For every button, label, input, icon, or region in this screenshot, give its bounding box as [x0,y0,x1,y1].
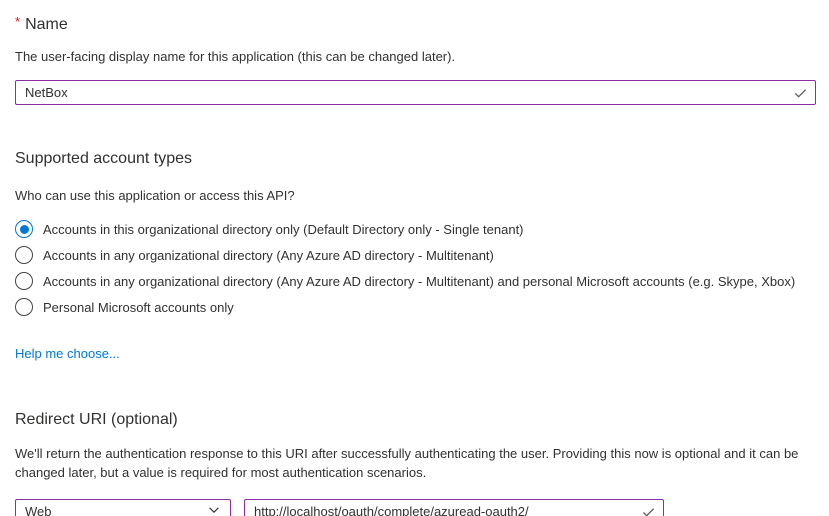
required-asterisk: * [15,14,21,29]
account-type-option[interactable] [15,294,816,320]
valid-checkmark-icon [793,85,808,100]
redirect-uri-heading: Redirect URI (optional) [15,411,178,428]
account-type-option[interactable] [15,268,816,294]
name-input[interactable] [16,81,815,104]
account-types-question: Who can use this application or access this API? [15,188,295,203]
radio-button[interactable] [15,246,33,264]
radio-label: Personal Microsoft accounts only [43,299,234,315]
name-section-heading [15,11,816,35]
platform-select[interactable] [15,499,231,516]
radio-button[interactable] [15,272,33,290]
help-me-choose-link[interactable]: Help me choose... [15,346,120,361]
account-type-options [15,216,816,320]
account-type-option[interactable] [15,216,816,242]
name-heading-label: Name [25,16,68,33]
radio-button[interactable] [15,298,33,316]
account-types-heading: Supported account types [15,150,193,167]
redirect-uri-input[interactable] [245,500,663,516]
radio-label: Accounts in any organizational directory (Any Azure AD directory - Multitenant) [43,247,494,263]
platform-select-value: Web [25,504,52,516]
valid-checkmark-icon [641,504,656,516]
chevron-down-icon [207,503,221,516]
redirect-uri-field-container [244,499,664,516]
radio-button[interactable] [15,220,33,238]
name-description: The user-facing display name for this application (this can be changed later). [15,49,456,64]
radio-dot [20,225,29,234]
redirect-uri-controls [15,499,816,516]
radio-label: Accounts in any organizational directory (Any Azure AD directory - Multitenant) and personal Microsoft accounts (e.g. Skype, Xbox) [43,273,796,289]
radio-label: Accounts in this organizational directory only (Default Directory only - Single tenant) [43,221,524,237]
redirect-uri-description: We'll return the authentication response to this URI after successfully authenticating the user. Providing this now is optional and it can be changed later, but a value is required for most authentication scenarios. [15,446,799,480]
account-type-option[interactable] [15,242,816,268]
name-field-container [15,80,816,105]
